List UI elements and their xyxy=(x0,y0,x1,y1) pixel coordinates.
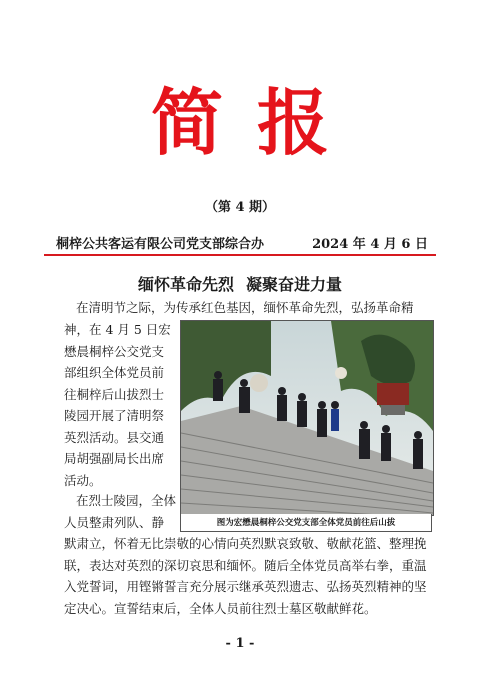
paragraph-2-lead: 在烈士陵园，全体人员整肃列队、静 xyxy=(64,493,177,530)
article-headline xyxy=(0,272,480,295)
info-row xyxy=(56,233,428,252)
issuer-label: 桐梓公共客运有限公司党支部综合办 xyxy=(56,237,265,252)
paragraph-1-body: 神，在 4 月 5 日宏懋晨桐梓公交党支部组织全体党员前往桐梓后山拔烈士陵园开展了清明祭英烈活动。县交通局胡强副局长出席活动。 xyxy=(64,322,171,488)
issue-date: 2024 年 4 月 6 日 xyxy=(312,237,428,252)
event-photo xyxy=(180,320,434,516)
paragraph-1-lead: 在清明节之际，为传承红色基因，缅怀革命先烈，弘扬革命精 xyxy=(76,300,414,315)
page-number: - 1 - xyxy=(225,636,255,651)
headline-part-2: 凝聚奋进力量 xyxy=(246,275,343,294)
red-divider xyxy=(44,254,436,256)
photo-caption: 图为宏懋晨桐梓公交党支部全体党员前往后山拔 xyxy=(180,514,432,532)
masthead-title: 简报 xyxy=(150,80,363,165)
paragraph-2-body: 默肃立，怀着无比崇敬的心情向英烈默哀致敬、敬献花篮、整理挽联，表达对英烈的深切哀思和缅怀。随后全体党员高举右拳，重温入党誓词，用铿锵誓言充分展示继承英烈遗志、弘扬英烈精神的坚定决心。宣誓结束后，全体人员前往烈士墓区敬献鲜花。 xyxy=(64,536,427,616)
issue-number: （第 4 期） xyxy=(204,200,276,215)
headline-part-1: 缅怀革命先烈 xyxy=(137,275,234,294)
